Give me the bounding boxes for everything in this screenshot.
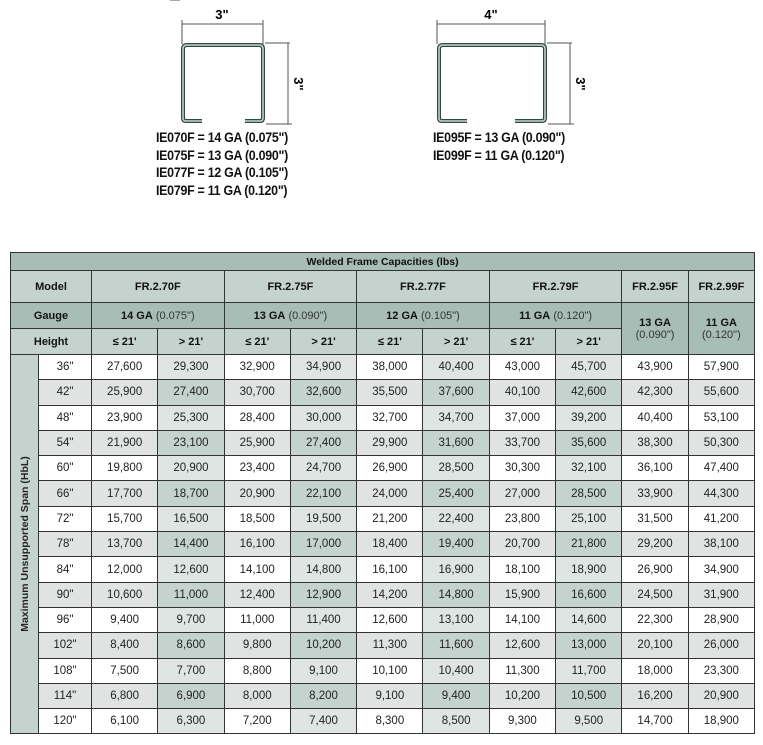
capacity-cell: 12,600	[357, 607, 423, 632]
gauge-header	[688, 303, 754, 355]
capacity-cell: 6,300	[158, 709, 224, 734]
capacity-cell: 21,800	[556, 532, 622, 557]
capacity-cell: 15,900	[489, 582, 555, 607]
capacity-cell: 23,800	[489, 506, 555, 531]
capacity-cell: 37,000	[489, 405, 555, 430]
capacity-cell: 40,100	[489, 380, 555, 405]
gauge-inches: (0.120")	[553, 309, 593, 322]
capacity-cell: 16,100	[224, 532, 290, 557]
capacity-cell: 14,800	[290, 557, 356, 582]
capacity-cell: 11,600	[423, 633, 489, 658]
gauge-inches: (0.120")	[701, 328, 741, 341]
capacity-cell: 8,000	[224, 683, 290, 708]
gauge-ga: 12 GA	[386, 309, 418, 322]
capacity-cell: 20,900	[158, 456, 224, 481]
model-gauge: IE075F = 13 GA (0.090")	[156, 147, 288, 163]
height-le-21: ≤ 21'	[489, 329, 555, 355]
capacity-cell: 23,300	[688, 658, 754, 683]
row-height: 84"	[39, 557, 92, 582]
capacity-cell: 42,600	[556, 380, 622, 405]
capacity-cell: 33,900	[622, 481, 688, 506]
capacity-cell: 9,100	[357, 683, 423, 708]
capacity-cell: 30,700	[224, 380, 290, 405]
capacity-cell: 7,400	[290, 709, 356, 734]
capacity-cell: 16,900	[423, 557, 489, 582]
capacity-cell: 14,600	[556, 607, 622, 632]
gauge-inches: (0.090")	[288, 309, 328, 322]
gauge-ga: 13 GA	[253, 309, 286, 322]
capacity-cell: 8,500	[423, 709, 489, 734]
model-header: FR.2.70F	[92, 271, 225, 303]
capacity-cell: 26,000	[688, 633, 754, 658]
capacity-cell: 43,000	[489, 355, 555, 380]
capacity-cell: 22,400	[423, 506, 489, 531]
capacity-cell: 45,700	[556, 355, 622, 380]
height-gt-21: > 21'	[556, 329, 622, 355]
capacity-cell: 22,100	[290, 481, 356, 506]
capacity-cell: 27,400	[290, 430, 356, 455]
model-gauge: IE079F = 11 GA (0.120")	[156, 182, 288, 198]
capacity-cell: 25,300	[158, 405, 224, 430]
capacity-cell: 53,100	[688, 405, 754, 430]
capacity-cell: 32,600	[290, 380, 356, 405]
gauge-ga: 11 GA	[705, 316, 737, 329]
capacity-cell: 21,200	[357, 506, 423, 531]
capacity-cell: 11,000	[224, 607, 290, 632]
capacity-cell: 23,900	[92, 405, 158, 430]
capacity-cell: 14,800	[423, 582, 489, 607]
capacity-cell: 14,100	[489, 607, 555, 632]
model-gauge-list-3in	[156, 129, 288, 199]
capacity-cell: 10,200	[290, 633, 356, 658]
capacity-cell: 6,100	[92, 709, 158, 734]
table-row	[11, 557, 755, 582]
row-height: 54"	[39, 430, 92, 455]
gauge-ga: 11 GA	[519, 309, 551, 322]
capacity-cell: 39,200	[556, 405, 622, 430]
capacity-cell: 32,900	[224, 355, 290, 380]
row-height: 114"	[39, 683, 92, 708]
capacity-cell: 36,100	[622, 456, 688, 481]
height-le-21: ≤ 21'	[224, 329, 290, 355]
capacity-cell: 18,900	[688, 709, 754, 734]
capacity-cell: 31,600	[423, 430, 489, 455]
capacity-cell: 10,100	[357, 658, 423, 683]
capacity-cell: 55,600	[688, 380, 754, 405]
capacity-cell: 17,700	[92, 481, 158, 506]
capacity-cell: 8,400	[92, 633, 158, 658]
capacity-cell: 19,500	[290, 506, 356, 531]
capacity-cell: 17,000	[290, 532, 356, 557]
table-row	[11, 683, 755, 708]
capacity-cell: 11,000	[158, 582, 224, 607]
gauge-inches: (0.075")	[155, 309, 195, 322]
capacity-cell: 12,900	[290, 582, 356, 607]
table-row	[11, 532, 755, 557]
model-header: FR.2.75F	[224, 271, 357, 303]
gauge-ga: 13 GA	[639, 316, 671, 329]
capacity-cell: 12,600	[158, 557, 224, 582]
side-label-text: Maximum Unsupported Span (HbL)	[18, 456, 31, 633]
capacity-cell: 20,100	[622, 633, 688, 658]
capacity-cell: 28,900	[688, 607, 754, 632]
capacity-cell: 8,300	[357, 709, 423, 734]
table-row	[11, 582, 755, 607]
capacity-cell: 8,600	[158, 633, 224, 658]
capacity-cell: 12,600	[489, 633, 555, 658]
capacity-cell: 14,200	[357, 582, 423, 607]
capacity-cell: 11,700	[556, 658, 622, 683]
table-row	[11, 633, 755, 658]
capacity-cell: 31,900	[688, 582, 754, 607]
capacity-cell: 42,300	[622, 380, 688, 405]
capacity-cell: 9,400	[92, 607, 158, 632]
table-row	[11, 456, 755, 481]
capacity-cell: 10,600	[92, 582, 158, 607]
table-row	[11, 607, 755, 632]
capacity-cell: 41,200	[688, 506, 754, 531]
height-dimension: 3"	[291, 77, 306, 91]
capacity-cell: 9,700	[158, 607, 224, 632]
table-row	[11, 405, 755, 430]
height-dimension: 3"	[573, 77, 588, 91]
capacity-cell: 20,900	[688, 683, 754, 708]
capacity-cell: 23,100	[158, 430, 224, 455]
row-height: 36"	[39, 355, 92, 380]
capacity-cell: 28,500	[556, 481, 622, 506]
gauge-header	[489, 303, 622, 329]
gauge-header	[622, 303, 688, 355]
capacity-cell: 34,700	[423, 405, 489, 430]
capacity-cell: 9,500	[556, 709, 622, 734]
capacity-cell: 19,400	[423, 532, 489, 557]
channel-diagram-4in	[430, 0, 590, 130]
capacity-cell: 27,000	[489, 481, 555, 506]
row-height: 96"	[39, 607, 92, 632]
height-label: Height	[11, 329, 92, 355]
capacity-cell: 24,500	[622, 582, 688, 607]
capacity-cell: 26,900	[622, 557, 688, 582]
capacity-cell: 27,600	[92, 355, 158, 380]
row-height: 48"	[39, 405, 92, 430]
capacity-cell: 8,200	[290, 683, 356, 708]
capacity-cell: 34,900	[290, 355, 356, 380]
height-le-21: ≤ 21'	[92, 329, 158, 355]
capacity-cell: 29,900	[357, 430, 423, 455]
capacity-cell: 16,600	[556, 582, 622, 607]
capacity-cell: 9,100	[290, 658, 356, 683]
capacity-cell: 32,100	[556, 456, 622, 481]
capacity-cell: 22,300	[622, 607, 688, 632]
capacity-cell: 16,200	[622, 683, 688, 708]
capacity-cell: 30,000	[290, 405, 356, 430]
model-gauge-list-4in	[433, 129, 565, 164]
capacity-cell: 13,700	[92, 532, 158, 557]
row-height: 120"	[39, 709, 92, 734]
capacity-cell: 12,400	[224, 582, 290, 607]
gauge-header	[224, 303, 357, 329]
model-header: FR.2.77F	[357, 271, 490, 303]
capacity-cell: 16,500	[158, 506, 224, 531]
capacity-cell: 28,400	[224, 405, 290, 430]
capacity-cell: 40,400	[423, 355, 489, 380]
capacity-cell: 6,900	[158, 683, 224, 708]
gauge-ga: 14 GA	[120, 309, 153, 322]
capacity-cell: 20,900	[224, 481, 290, 506]
table-title: Welded Frame Capacities (lbs)	[11, 253, 755, 271]
capacity-cell: 27,400	[158, 380, 224, 405]
capacity-cell: 7,200	[224, 709, 290, 734]
width-dimension: 4"	[484, 7, 498, 22]
table-row	[11, 658, 755, 683]
capacity-cell: 12,000	[92, 557, 158, 582]
row-height: 90"	[39, 582, 92, 607]
capacity-cell: 28,500	[423, 456, 489, 481]
capacity-cell: 24,000	[357, 481, 423, 506]
gauge-inches: (0.090")	[635, 328, 675, 341]
capacity-cell: 40,400	[622, 405, 688, 430]
capacity-cell: 7,500	[92, 658, 158, 683]
row-height: 42"	[39, 380, 92, 405]
capacity-cell: 38,300	[622, 430, 688, 455]
capacity-cell: 9,300	[489, 709, 555, 734]
capacity-cell: 19,800	[92, 456, 158, 481]
height-gt-21: > 21'	[158, 329, 224, 355]
model-label: Model	[11, 271, 92, 303]
capacity-cell: 30,300	[489, 456, 555, 481]
model-gauge: IE070F = 14 GA (0.075")	[156, 130, 288, 145]
model-gauge: IE077F = 12 GA (0.105")	[156, 165, 288, 180]
capacity-cell: 31,500	[622, 506, 688, 531]
capacity-cell: 16,100	[357, 557, 423, 582]
row-height: 60"	[39, 456, 92, 481]
height-le-21: ≤ 21'	[357, 329, 423, 355]
width-dimension: 3"	[215, 7, 229, 22]
capacity-cell: 25,100	[556, 506, 622, 531]
capacity-cell: 26,900	[357, 456, 423, 481]
channel-diagram-3in	[170, 0, 306, 130]
row-height: 78"	[39, 532, 92, 557]
capacity-cell: 57,900	[688, 355, 754, 380]
capacity-cell: 38,100	[688, 532, 754, 557]
capacity-cell: 11,300	[489, 658, 555, 683]
capacity-cell: 18,400	[357, 532, 423, 557]
capacity-cell: 10,500	[556, 683, 622, 708]
span-side-label	[11, 355, 39, 734]
capacity-cell: 6,800	[92, 683, 158, 708]
capacity-cell: 43,900	[622, 355, 688, 380]
capacity-cell: 34,900	[688, 557, 754, 582]
capacity-cell: 23,400	[224, 456, 290, 481]
capacity-cell: 35,600	[556, 430, 622, 455]
table-row	[11, 430, 755, 455]
row-height: 66"	[39, 481, 92, 506]
capacity-cell: 25,900	[92, 380, 158, 405]
capacity-cell: 8,800	[224, 658, 290, 683]
height-gt-21: > 21'	[423, 329, 489, 355]
capacity-cell: 20,700	[489, 532, 555, 557]
capacity-cell: 18,100	[489, 557, 555, 582]
capacity-cell: 11,300	[357, 633, 423, 658]
gauge-header	[357, 303, 490, 329]
gauge-header	[92, 303, 225, 329]
model-gauge: IE095F = 13 GA (0.090")	[433, 130, 565, 145]
capacity-cell: 9,400	[423, 683, 489, 708]
table-row	[11, 506, 755, 531]
capacity-cell: 10,400	[423, 658, 489, 683]
gauge-inches: (0.105")	[421, 309, 460, 322]
capacity-cell: 38,000	[357, 355, 423, 380]
capacity-cell: 25,400	[423, 481, 489, 506]
capacity-cell: 10,200	[489, 683, 555, 708]
capacity-cell: 11,400	[290, 607, 356, 632]
capacity-cell: 9,800	[224, 633, 290, 658]
capacity-cell: 14,700	[622, 709, 688, 734]
capacity-cell: 47,400	[688, 456, 754, 481]
capacity-cell: 7,700	[158, 658, 224, 683]
capacity-cell: 14,400	[158, 532, 224, 557]
capacity-cell: 44,300	[688, 481, 754, 506]
model-header: FR.2.95F	[622, 271, 688, 303]
capacity-cell: 25,900	[224, 430, 290, 455]
row-height: 102"	[39, 633, 92, 658]
capacity-cell: 15,700	[92, 506, 158, 531]
capacity-cell: 18,500	[224, 506, 290, 531]
table-row	[11, 380, 755, 405]
table-row	[11, 709, 755, 734]
table-row	[11, 481, 755, 506]
model-header: FR.2.79F	[489, 271, 622, 303]
capacity-cell: 29,200	[622, 532, 688, 557]
capacity-cell: 24,700	[290, 456, 356, 481]
capacity-cell: 32,700	[357, 405, 423, 430]
capacity-cell: 37,600	[423, 380, 489, 405]
capacity-cell: 13,100	[423, 607, 489, 632]
model-header: FR.2.99F	[688, 271, 754, 303]
capacity-cell: 21,900	[92, 430, 158, 455]
row-height: 72"	[39, 506, 92, 531]
capacity-cell: 14,100	[224, 557, 290, 582]
capacity-cell: 18,700	[158, 481, 224, 506]
capacity-cell: 18,000	[622, 658, 688, 683]
table-row	[11, 355, 755, 380]
gauge-label: Gauge	[11, 303, 92, 329]
capacity-cell: 18,900	[556, 557, 622, 582]
capacity-cell: 29,300	[158, 355, 224, 380]
model-gauge: IE099F = 11 GA (0.120")	[433, 147, 565, 163]
capacity-cell: 50,300	[688, 430, 754, 455]
height-gt-21: > 21'	[290, 329, 356, 355]
capacity-cell: 13,000	[556, 633, 622, 658]
welded-frame-capacities-table	[10, 252, 755, 734]
capacity-cell: 35,500	[357, 380, 423, 405]
row-height: 108"	[39, 658, 92, 683]
capacity-cell: 33,700	[489, 430, 555, 455]
